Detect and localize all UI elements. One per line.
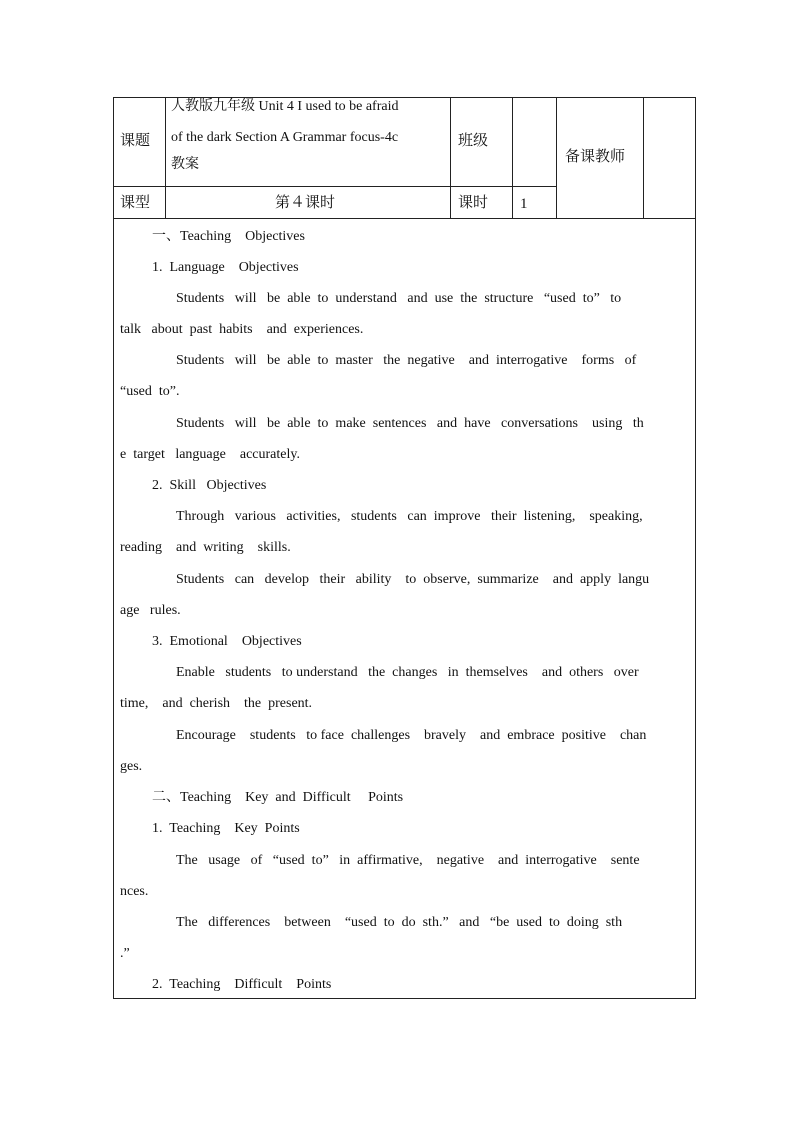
topic-line-1: 人教版九年级 Unit 4 I used to be afraid <box>171 99 399 114</box>
section-heading: 二、Teaching Key and Difficult Points <box>152 790 404 805</box>
paragraph-line: Students will be able to understand and use the structure “used to” to <box>176 291 622 306</box>
paragraph-line: The differences between “used to do sth.” and “be used to doing sth <box>176 915 623 930</box>
table-col-divider <box>643 97 644 219</box>
class-label: 班级 <box>458 133 489 149</box>
paragraph-line: Enable students to understand the changes in themselves and others over <box>176 665 639 680</box>
paragraph-line: age rules. <box>120 603 181 618</box>
table-border-bottom <box>113 998 696 999</box>
table-col-divider <box>450 97 451 219</box>
period-label: 课时 <box>458 195 489 211</box>
type-label: 课型 <box>120 195 151 211</box>
type-value: 第４课时 <box>275 195 336 211</box>
paragraph-line: Encourage students to face challenges bravely and embrace positive chan <box>176 728 647 743</box>
table-header-bottom <box>113 218 696 219</box>
topic-label: 课题 <box>120 133 151 149</box>
table-col-divider <box>556 97 557 219</box>
topic-line-2: of the dark Section A Grammar focus-4c <box>171 130 399 145</box>
paragraph-line: reading and writing skills. <box>120 540 291 555</box>
paragraph-line: Students will be able to master the negative and interrogative forms of <box>176 353 637 368</box>
paragraph-line: ges. <box>120 759 143 774</box>
subsection-heading: 2. Skill Objectives <box>152 478 267 493</box>
paragraph-line: “used to”. <box>120 384 180 399</box>
table-col-divider <box>512 97 513 219</box>
table-row-divider <box>113 186 556 187</box>
teacher-label: 备课教师 <box>565 149 626 165</box>
paragraph-line: Through various activities, students can improve their listening, speaking, <box>176 509 643 524</box>
paragraph-line: The usage of “used to” in affirmative, negative and interrogative sente <box>176 853 640 868</box>
table-border-right <box>695 97 696 999</box>
paragraph-line: .” <box>120 946 130 961</box>
table-col-divider <box>165 97 166 219</box>
paragraph-line: Students will be able to make sentences and have conversations using th <box>176 416 644 431</box>
subsection-heading: 2. Teaching Difficult Points <box>152 977 332 992</box>
subsection-heading: 1. Language Objectives <box>152 260 299 275</box>
topic-line-3: 教案 <box>171 157 199 172</box>
paragraph-line: e target language accurately. <box>120 447 300 462</box>
paragraph-line: time, and cherish the present. <box>120 696 313 711</box>
subsection-heading: 3. Emotional Objectives <box>152 634 302 649</box>
paragraph-line: talk about past habits and experiences. <box>120 322 364 337</box>
period-value: 1 <box>520 196 528 212</box>
section-heading: 一、Teaching Objectives <box>152 229 305 244</box>
paragraph-line: nces. <box>120 884 149 899</box>
paragraph-line: Students can develop their ability to observe, summarize and apply langu <box>176 572 650 587</box>
table-border-left <box>113 97 114 999</box>
subsection-heading: 1. Teaching Key Points <box>152 821 300 836</box>
table-border-top <box>113 97 696 98</box>
